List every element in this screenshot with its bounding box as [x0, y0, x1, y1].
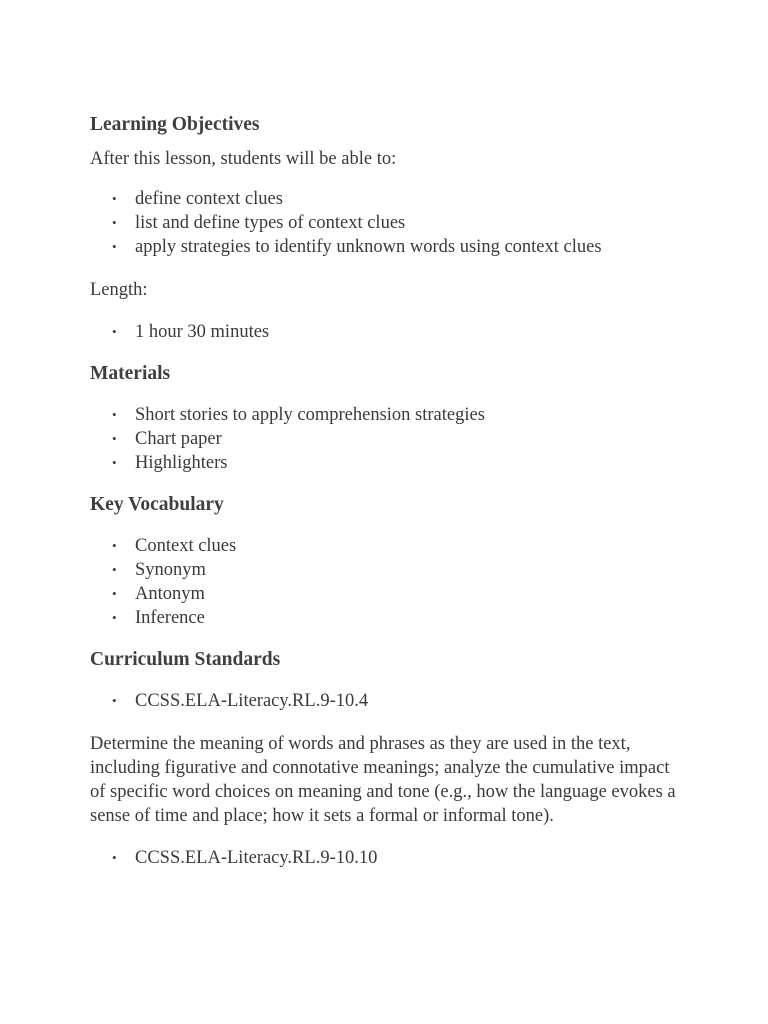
standard-description: Determine the meaning of words and phrases as they are used in the text, including figurative and connotative meanings; analyze the cumulative impact of specific word choices on meaning and tone (e.g., how the language evokes a sense of time and place; how it sets a formal or informal tone). — [90, 734, 676, 826]
objectives-list — [90, 187, 690, 259]
standards-list-1 — [90, 689, 690, 713]
list-item: • CCSS.ELA-Literacy.RL.9-10.10 — [90, 846, 690, 870]
list-item: • define context clues — [90, 187, 690, 211]
materials-list — [90, 403, 690, 475]
list-item: • Chart paper — [90, 427, 690, 451]
list-item: • Short stories to apply comprehension strategies — [90, 403, 690, 427]
key-vocabulary-heading: Key Vocabulary — [90, 494, 224, 515]
list-item: • Synonym — [90, 558, 690, 582]
length-label: Length: — [90, 280, 148, 300]
list-item: • Context clues — [90, 534, 690, 558]
list-item: • CCSS.ELA-Literacy.RL.9-10.4 — [90, 689, 690, 713]
curriculum-standards-heading: Curriculum Standards — [90, 649, 281, 670]
list-item: • apply strategies to identify unknown words using context clues — [90, 235, 690, 259]
length-list — [90, 320, 690, 344]
lesson-plan-document — [90, 110, 690, 870]
materials-heading: Materials — [90, 363, 171, 384]
objectives-intro: After this lesson, students will be able to: — [90, 149, 397, 169]
list-item: • Antonym — [90, 582, 690, 606]
standards-list-2 — [90, 846, 690, 870]
list-item: • list and define types of context clues — [90, 211, 690, 235]
list-item: • Highlighters — [90, 451, 690, 475]
vocabulary-list — [90, 534, 690, 630]
learning-objectives-heading: Learning Objectives — [90, 114, 260, 135]
list-item: • 1 hour 30 minutes — [90, 320, 690, 344]
list-item: • Inference — [90, 606, 690, 630]
